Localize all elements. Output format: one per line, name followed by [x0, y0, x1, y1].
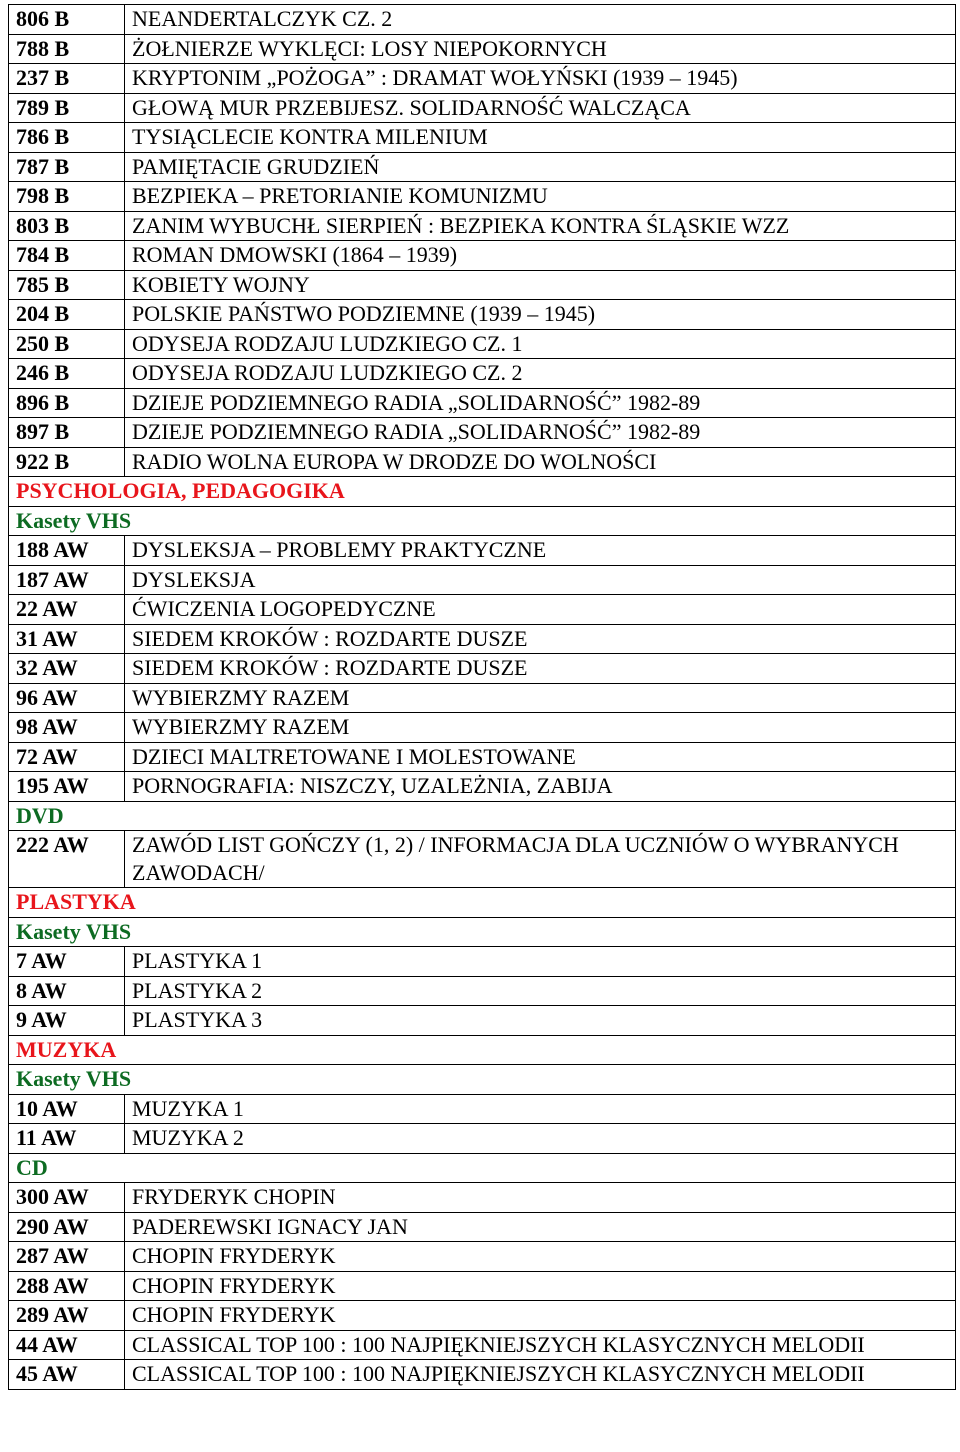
catalog-row — [9, 976, 956, 1006]
item-title: DZIEJE PODZIEMNEGO RADIA „SOLIDARNOŚĆ” 1982-89 — [125, 388, 956, 418]
media-type-heading: Kasety VHS — [9, 917, 956, 947]
item-title: DZIEJE PODZIEMNEGO RADIA „SOLIDARNOŚĆ” 1982-89 — [125, 418, 956, 448]
item-title: GŁOWĄ MUR PRZEBIJESZ. SOLIDARNOŚĆ WALCZĄCA — [125, 93, 956, 123]
catalog-body — [9, 5, 956, 1390]
item-code: 32 AW — [9, 654, 125, 684]
item-title: DYSLEKSJA – PROBLEMY PRAKTYCZNE — [125, 536, 956, 566]
section-heading-row — [9, 477, 956, 507]
item-title: PLASTYKA 1 — [125, 947, 956, 977]
section-heading-row — [9, 888, 956, 918]
catalog-row — [9, 654, 956, 684]
item-title: DYSLEKSJA — [125, 565, 956, 595]
item-code: 788 B — [9, 34, 125, 64]
item-title: NEANDERTALCZYK CZ. 2 — [125, 5, 956, 35]
catalog-row — [9, 1301, 956, 1331]
catalog-row — [9, 182, 956, 212]
catalog-row — [9, 1242, 956, 1272]
media-type-heading: Kasety VHS — [9, 1065, 956, 1095]
section-heading: MUZYKA — [9, 1035, 956, 1065]
item-code: 10 AW — [9, 1094, 125, 1124]
item-title: CHOPIN FRYDERYK — [125, 1242, 956, 1272]
item-title: SIEDEM KROKÓW : ROZDARTE DUSZE — [125, 654, 956, 684]
item-title: KOBIETY WOJNY — [125, 270, 956, 300]
item-code: 803 B — [9, 211, 125, 241]
catalog-row — [9, 595, 956, 625]
item-title: CLASSICAL TOP 100 : 100 NAJPIĘKNIEJSZYCH KLASYCZNYCH MELODII — [125, 1360, 956, 1390]
item-code: 288 AW — [9, 1271, 125, 1301]
media-type-heading: DVD — [9, 801, 956, 831]
item-title: MUZYKA 1 — [125, 1094, 956, 1124]
item-code: 98 AW — [9, 713, 125, 743]
item-title: TYSIĄCLECIE KONTRA MILENIUM — [125, 123, 956, 153]
item-code: 287 AW — [9, 1242, 125, 1272]
item-title: CLASSICAL TOP 100 : 100 NAJPIĘKNIEJSZYCH KLASYCZNYCH MELODII — [125, 1330, 956, 1360]
item-code: 31 AW — [9, 624, 125, 654]
catalog-row — [9, 831, 956, 888]
catalog-row — [9, 447, 956, 477]
catalog-row — [9, 211, 956, 241]
item-code: 195 AW — [9, 772, 125, 802]
item-code: 784 B — [9, 241, 125, 271]
item-code: 237 B — [9, 64, 125, 94]
catalog-row — [9, 772, 956, 802]
media-heading-row — [9, 1153, 956, 1183]
catalog-row — [9, 5, 956, 35]
catalog-row — [9, 624, 956, 654]
media-heading-row — [9, 1065, 956, 1095]
catalog-row — [9, 565, 956, 595]
media-heading-row — [9, 506, 956, 536]
item-code: 289 AW — [9, 1301, 125, 1331]
catalog-row — [9, 1183, 956, 1213]
catalog-row — [9, 1094, 956, 1124]
item-title: MUZYKA 2 — [125, 1124, 956, 1154]
item-code: 187 AW — [9, 565, 125, 595]
item-code: 222 AW — [9, 831, 125, 888]
catalog-row — [9, 241, 956, 271]
item-code: 787 B — [9, 152, 125, 182]
catalog-row — [9, 93, 956, 123]
catalog-row — [9, 683, 956, 713]
item-title: ĆWICZENIA LOGOPEDYCZNE — [125, 595, 956, 625]
item-title: SIEDEM KROKÓW : ROZDARTE DUSZE — [125, 624, 956, 654]
item-title: CHOPIN FRYDERYK — [125, 1301, 956, 1331]
item-code: 45 AW — [9, 1360, 125, 1390]
item-title: PLASTYKA 3 — [125, 1006, 956, 1036]
item-title: DZIECI MALTRETOWANE I MOLESTOWANE — [125, 742, 956, 772]
catalog-row — [9, 300, 956, 330]
catalog-row — [9, 536, 956, 566]
item-title: WYBIERZMY RAZEM — [125, 713, 956, 743]
item-code: 9 AW — [9, 1006, 125, 1036]
item-title: WYBIERZMY RAZEM — [125, 683, 956, 713]
catalog-row — [9, 329, 956, 359]
item-code: 785 B — [9, 270, 125, 300]
media-type-heading: Kasety VHS — [9, 506, 956, 536]
item-code: 8 AW — [9, 976, 125, 1006]
item-title: ZAWÓD LIST GOŃCZY (1, 2) / INFORMACJA DLA UCZNIÓW O WYBRANYCH ZAWODACH/ — [125, 831, 956, 888]
item-code: 246 B — [9, 359, 125, 389]
item-title: ODYSEJA RODZAJU LUDZKIEGO CZ. 1 — [125, 329, 956, 359]
item-title: ŻOŁNIERZE WYKLĘCI: LOSY NIEPOKORNYCH — [125, 34, 956, 64]
catalog-row — [9, 418, 956, 448]
section-heading-row — [9, 1035, 956, 1065]
item-code: 897 B — [9, 418, 125, 448]
catalog-row — [9, 359, 956, 389]
catalog-row — [9, 34, 956, 64]
item-code: 72 AW — [9, 742, 125, 772]
item-title: PADEREWSKI IGNACY JAN — [125, 1212, 956, 1242]
media-heading-row — [9, 917, 956, 947]
item-code: 290 AW — [9, 1212, 125, 1242]
catalog-row — [9, 1271, 956, 1301]
section-heading: PSYCHOLOGIA, PEDAGOGIKA — [9, 477, 956, 507]
item-title: PORNOGRAFIA: NISZCZY, UZALEŻNIA, ZABIJA — [125, 772, 956, 802]
item-code: 250 B — [9, 329, 125, 359]
catalog-row — [9, 1360, 956, 1390]
catalog-row — [9, 388, 956, 418]
media-heading-row — [9, 801, 956, 831]
item-code: 96 AW — [9, 683, 125, 713]
item-code: 22 AW — [9, 595, 125, 625]
item-title: RADIO WOLNA EUROPA W DRODZE DO WOLNOŚCI — [125, 447, 956, 477]
catalog-row — [9, 713, 956, 743]
media-type-heading: CD — [9, 1153, 956, 1183]
item-code: 922 B — [9, 447, 125, 477]
item-code: 806 B — [9, 5, 125, 35]
item-code: 786 B — [9, 123, 125, 153]
item-title: FRYDERYK CHOPIN — [125, 1183, 956, 1213]
item-code: 204 B — [9, 300, 125, 330]
item-code: 44 AW — [9, 1330, 125, 1360]
item-code: 798 B — [9, 182, 125, 212]
item-code: 300 AW — [9, 1183, 125, 1213]
catalog-row — [9, 742, 956, 772]
item-title: CHOPIN FRYDERYK — [125, 1271, 956, 1301]
item-title: PLASTYKA 2 — [125, 976, 956, 1006]
item-code: 896 B — [9, 388, 125, 418]
item-title: KRYPTONIM „POŻOGA” : DRAMAT WOŁYŃSKI (1939 – 1945) — [125, 64, 956, 94]
item-title: PAMIĘTACIE GRUDZIEŃ — [125, 152, 956, 182]
item-title: ROMAN DMOWSKI (1864 – 1939) — [125, 241, 956, 271]
item-code: 7 AW — [9, 947, 125, 977]
catalog-row — [9, 1212, 956, 1242]
catalog-row — [9, 1124, 956, 1154]
section-heading: PLASTYKA — [9, 888, 956, 918]
item-title: ODYSEJA RODZAJU LUDZKIEGO CZ. 2 — [125, 359, 956, 389]
item-title: BEZPIEKA – PRETORIANIE KOMUNIZMU — [125, 182, 956, 212]
catalog-row — [9, 1330, 956, 1360]
catalog-row — [9, 947, 956, 977]
item-title: ZANIM WYBUCHŁ SIERPIEŃ : BEZPIEKA KONTRA ŚLĄSKIE WZZ — [125, 211, 956, 241]
item-code: 188 AW — [9, 536, 125, 566]
catalog-table — [8, 4, 956, 1390]
catalog-row — [9, 1006, 956, 1036]
catalog-row — [9, 152, 956, 182]
item-code: 11 AW — [9, 1124, 125, 1154]
catalog-row — [9, 270, 956, 300]
item-code: 789 B — [9, 93, 125, 123]
item-title: POLSKIE PAŃSTWO PODZIEMNE (1939 – 1945) — [125, 300, 956, 330]
catalog-row — [9, 123, 956, 153]
catalog-row — [9, 64, 956, 94]
